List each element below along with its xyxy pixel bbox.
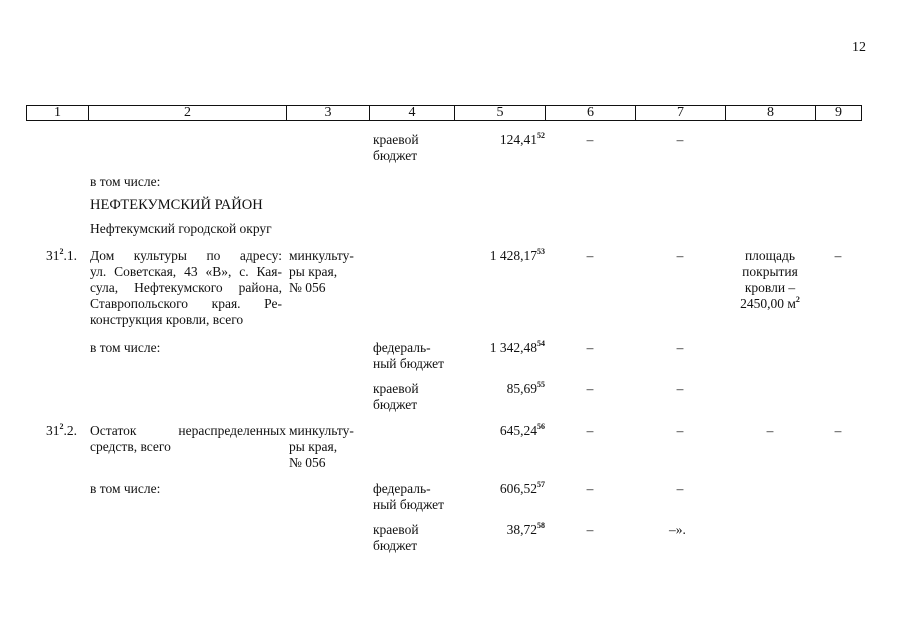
budget-label: ный бюджет (373, 356, 445, 371)
col-header-6: 6 (546, 106, 636, 121)
page-number: 12 (852, 40, 866, 55)
amount-cell: 606,52$^{57}$ (499, 480, 545, 496)
indicator-line: площадь (744, 248, 796, 263)
customer-line: ры края, (289, 264, 338, 279)
column-header-table (26, 105, 862, 121)
col6-dash: – (586, 381, 594, 396)
col-header-9: 9 (816, 106, 862, 121)
item-name-line: средств, всего (90, 439, 171, 454)
col9-dash: – (834, 423, 842, 438)
col6-dash: – (586, 248, 594, 263)
budget-label: ный бюджет (373, 497, 445, 512)
column-header-row (27, 106, 862, 121)
item-name-line: Остаток нераспределенных (90, 423, 286, 438)
amount-cell: 1 342,48$^{54}$ (489, 339, 545, 355)
col-header-3: 3 (287, 106, 370, 121)
budget-label: федераль- (373, 481, 431, 496)
col6-dash: – (586, 522, 594, 537)
item-number: $31^2.1$. (46, 247, 77, 263)
col6-dash: – (586, 423, 594, 438)
budget-label: краевой (373, 522, 419, 537)
budget-label: бюджет (373, 538, 418, 553)
indicator-line: покрытия (742, 264, 798, 279)
budget-label: бюджет (373, 148, 418, 163)
budget-label: бюджет (373, 397, 418, 412)
item-name-line: Ставропольского края. Ре- (90, 296, 282, 311)
okrug-heading: Нефтекумский городской округ (90, 221, 272, 236)
item-number: $31^2.2$. (46, 422, 77, 438)
col-header-1: 1 (27, 106, 89, 121)
item-name-line: сула, Нефтекумского района, (90, 280, 282, 295)
col7-dash: – (676, 248, 684, 263)
indicator-line: кровли – (744, 280, 796, 295)
budget-label: краевой (373, 132, 419, 147)
col6-dash: – (586, 340, 594, 355)
col7-dash: – (676, 423, 684, 438)
col-header-4: 4 (370, 106, 455, 121)
col7-closing-quote: –». (669, 522, 686, 537)
col6-dash: – (586, 481, 594, 496)
customer-line: ры края, (289, 439, 338, 454)
col7-dash: – (676, 340, 684, 355)
col-header-2: 2 (89, 106, 287, 121)
customer-line: № 056 (289, 280, 326, 295)
amount-cell: 124,41$^{52}$ (499, 131, 545, 147)
budget-label: федераль- (373, 340, 431, 355)
item-name-line: Дом культуры по адресу: (90, 248, 282, 263)
district-heading: НЕФТЕКУМСКИЙ РАЙОН (90, 197, 263, 213)
including-label: в том числе: (90, 174, 161, 189)
budget-label: краевой (373, 381, 419, 396)
amount-cell: 1 428,17$^{53}$ (489, 247, 545, 263)
col-header-8: 8 (726, 106, 816, 121)
col-header-5: 5 (455, 106, 546, 121)
col7-dash: – (676, 132, 684, 147)
including-label: в том числе: (90, 340, 161, 355)
customer-line: № 056 (289, 455, 326, 470)
item-name-line: конструкция кровли, всего (90, 312, 244, 327)
col9-dash: – (834, 248, 842, 263)
col7-dash: – (676, 381, 684, 396)
amount-cell: 85,69$^{55}$ (506, 380, 545, 396)
customer-line: минкульту- (289, 248, 354, 263)
item-name-line: ул. Советская, 43 «В», с. Кая- (90, 264, 282, 279)
indicator-line: 2450,00 $м^2$ (740, 295, 800, 311)
customer-line: минкульту- (289, 423, 354, 438)
amount-cell: 38,72$^{58}$ (506, 521, 545, 537)
amount-cell: 645,24$^{56}$ (499, 422, 545, 438)
col6-dash: – (586, 132, 594, 147)
col8-dash: – (766, 423, 774, 438)
col-header-7: 7 (636, 106, 726, 121)
including-label: в том числе: (90, 481, 161, 496)
col7-dash: – (676, 481, 684, 496)
